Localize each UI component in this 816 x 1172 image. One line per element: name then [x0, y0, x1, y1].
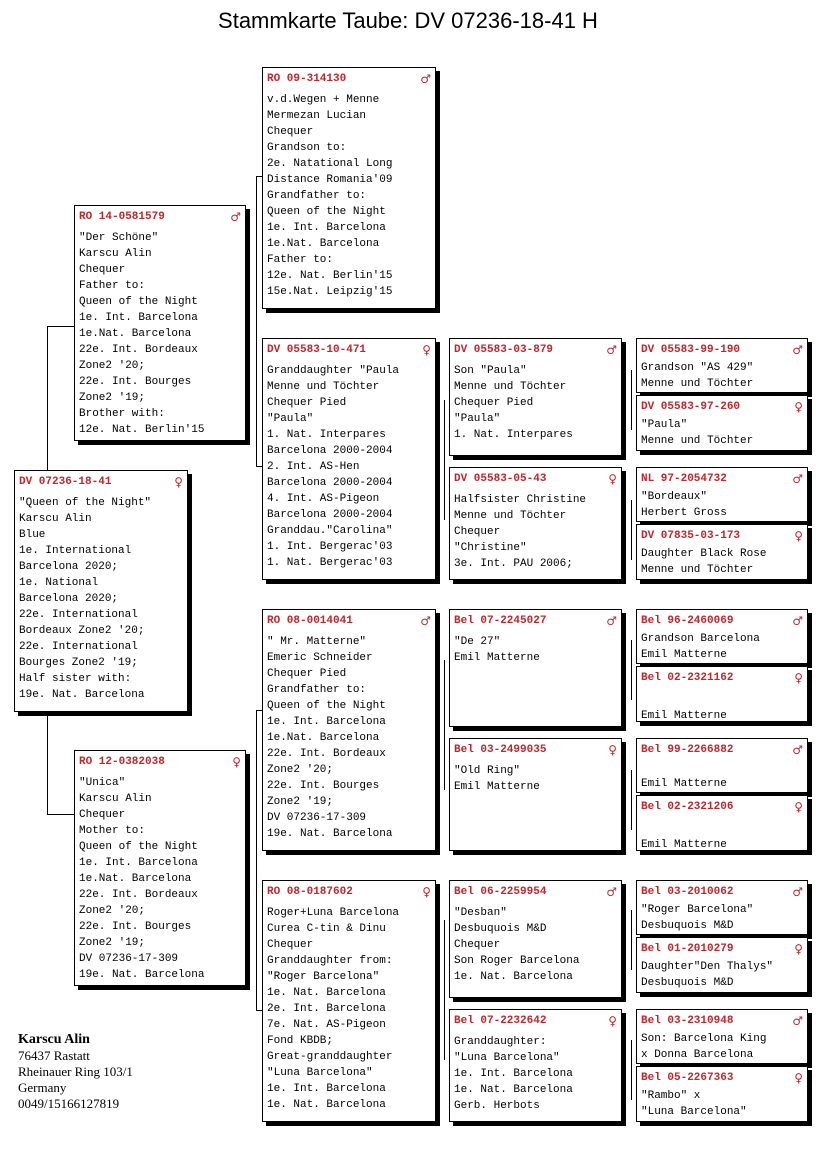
ring-number: Bel 96-2460069 — [641, 615, 734, 627]
female-icon: ♀ — [422, 343, 431, 357]
card-line: Desbuquois M&D — [641, 977, 734, 989]
connector-line — [631, 1040, 632, 1100]
card-body — [267, 905, 431, 1113]
card-line: Halfsister Christine — [454, 494, 587, 506]
card-line: 15e.Nat. Leipzig'15 — [267, 286, 393, 298]
card-line: 2. Int. AS-Hen — [267, 461, 360, 473]
male-icon: ♂ — [606, 614, 617, 628]
ring-number: Bel 01-2010279 — [641, 943, 734, 955]
card-line: 12e. Nat. Berlin'15 — [267, 270, 393, 282]
card-line: Granddau."Carolina" — [267, 525, 393, 537]
card-line: Mother to: — [79, 825, 146, 837]
connector-line — [256, 710, 257, 1010]
card-line: Queen of the Night — [79, 296, 198, 308]
card-line: "Christine" — [454, 542, 527, 554]
male-icon: ♂ — [792, 614, 803, 628]
card-line: 1e.Nat. Barcelona — [79, 328, 192, 340]
card-line: Half sister with: — [19, 673, 132, 685]
owner-street: Rheinauer Ring 103/1 — [18, 1064, 133, 1079]
card-line: 1. Nat. Interpares — [454, 429, 573, 441]
card-line: Chequer Pied — [267, 668, 347, 680]
card-line: Chequer — [79, 809, 126, 821]
connector-line — [444, 400, 445, 520]
card-line — [641, 686, 803, 698]
ring-number: RO 14-0581579 — [79, 211, 165, 223]
pedigree-card-mother — [74, 750, 246, 986]
pedigree-card-gen3 — [449, 609, 622, 727]
owner-country: Germany — [18, 1080, 67, 1095]
pedigree-card-gen3 — [449, 880, 622, 998]
connector-line — [47, 326, 75, 327]
card-line: Karscu Alin — [79, 248, 152, 260]
female-icon: ♀ — [794, 800, 803, 814]
card-line: Son Roger Barcelona — [454, 955, 580, 967]
card-line: 1e.Nat. Barcelona — [267, 732, 380, 744]
card-line: Menne und Töchter — [454, 381, 567, 393]
card-line: Son "Paula" — [454, 365, 527, 377]
card-line: 1e. Nat. Barcelona — [267, 1099, 386, 1111]
female-icon: ♀ — [608, 472, 617, 486]
card-line: 22e. Int. Bourges — [267, 780, 380, 792]
card-line: "Paula" — [454, 413, 501, 425]
card-line: 22e. International — [19, 641, 138, 653]
card-line: Father to: — [79, 280, 146, 292]
pedigree-card-gen4 — [636, 1066, 808, 1122]
card-line: Bordeaux Zone2 '20; — [19, 625, 145, 637]
male-icon: ♂ — [792, 343, 803, 357]
card-line: "Bordeaux" — [641, 491, 708, 503]
ring-number: Bel 03-2010062 — [641, 886, 734, 898]
card-line: Daughter"Den Thalys" — [641, 961, 774, 973]
card-body — [79, 775, 241, 983]
card-line: "Paula" — [267, 413, 314, 425]
owner-address — [18, 1032, 133, 1112]
male-icon: ♂ — [792, 885, 803, 899]
owner-city: 76437 Rastatt — [18, 1048, 90, 1063]
card-line: 1e. Nat. Barcelona — [454, 971, 573, 983]
card-line: Emil Matterne — [641, 710, 727, 722]
pedigree-card-gen3 — [449, 738, 622, 851]
card-line: Zone2 '19; — [79, 937, 146, 949]
card-line: Grandfather to: — [267, 684, 367, 696]
card-line: Emil Matterne — [641, 649, 727, 661]
card-line: Desbuquois M&D — [641, 920, 734, 932]
female-icon: ♀ — [232, 755, 241, 769]
card-body — [641, 631, 803, 663]
female-icon: ♀ — [794, 671, 803, 685]
female-icon: ♀ — [794, 1071, 803, 1085]
card-line: Granddaughter: — [454, 1036, 547, 1048]
card-line: 22e. Int. Bourges — [79, 921, 192, 933]
card-line: Chequer — [267, 126, 314, 138]
card-body — [454, 763, 617, 795]
card-body — [641, 815, 803, 851]
card-line: 22e. Int. Bourges — [79, 376, 192, 388]
card-line: Chequer — [454, 939, 501, 951]
card-line: 19e. Nat. Barcelona — [267, 828, 393, 840]
female-icon: ♀ — [174, 475, 183, 489]
ring-number: DV 05583-05-43 — [454, 473, 547, 485]
card-line: 1e. Int. Barcelona — [267, 1083, 386, 1095]
pedigree-card-gen4 — [636, 609, 808, 664]
card-line: Son: Barcelona King — [641, 1033, 767, 1045]
male-icon: ♂ — [420, 72, 431, 86]
male-icon: ♂ — [230, 210, 241, 224]
pedigree-card-gen3 — [449, 1009, 622, 1122]
card-line: Emil Matterne — [641, 778, 727, 790]
connector-line — [631, 640, 632, 700]
pedigree-card-gen4 — [636, 937, 808, 993]
card-line: "Luna Barcelona" — [267, 1067, 373, 1079]
card-line: Emil Matterne — [454, 652, 540, 664]
owner-phone: 0049/15166127819 — [18, 1096, 120, 1111]
pedigree-card-gen4 — [636, 524, 808, 580]
connector-line — [631, 770, 632, 830]
connector-line — [444, 920, 445, 1060]
card-line: "De 27" — [454, 636, 501, 648]
card-line: v.d.Wegen + Menne — [267, 94, 380, 106]
card-line: 1. Nat. Bergerac'03 — [267, 557, 393, 569]
card-line: Queen of the Night — [79, 841, 198, 853]
card-body — [267, 634, 431, 842]
pedigree-card-gen3 — [449, 338, 622, 456]
connector-line — [631, 370, 632, 430]
ring-number: Bel 07-2232642 — [454, 1015, 547, 1027]
card-body — [454, 363, 617, 443]
connector-line — [47, 814, 75, 815]
card-body — [641, 686, 803, 722]
card-line: Grandson to: — [267, 142, 347, 154]
card-line: "Luna Barcelona" — [641, 1106, 747, 1118]
card-line: 1e. Int. Barcelona — [79, 857, 198, 869]
ring-number: Bel 02-2321162 — [641, 672, 734, 684]
ring-number: DV 05583-97-260 — [641, 401, 741, 413]
card-body — [641, 360, 803, 392]
card-line: DV 07236-17-309 — [79, 953, 179, 965]
card-body — [454, 492, 617, 572]
card-line: " Mr. Matterne" — [267, 636, 367, 648]
card-line: "Rambo" x — [641, 1090, 701, 1102]
card-line: 1e. Int. Barcelona — [267, 222, 386, 234]
card-line: "Der Schöne" — [79, 232, 159, 244]
ring-number: RO 08-0187602 — [267, 886, 353, 898]
card-line: Grandson Barcelona — [641, 633, 760, 645]
card-body — [641, 417, 803, 449]
card-line: Great-granddaughter — [267, 1051, 393, 1063]
card-line: Barcelona 2000-2004 — [267, 509, 393, 521]
card-line: Queen of the Night — [267, 206, 386, 218]
card-body — [267, 92, 431, 300]
ring-number: Bel 99-2266882 — [641, 744, 734, 756]
card-line: Zone2 '20; — [79, 905, 146, 917]
card-line: Grandson "AS 429" — [641, 362, 754, 374]
card-line: Chequer Pied — [267, 397, 347, 409]
card-body — [641, 959, 803, 991]
ring-number: Bel 03-2310948 — [641, 1015, 734, 1027]
card-line: 22e. International — [19, 609, 138, 621]
card-body — [454, 634, 617, 666]
card-line: Blue — [19, 529, 46, 541]
card-line: 1. Nat. Interpares — [267, 429, 386, 441]
card-line: 1e. National — [19, 577, 99, 589]
card-line: 1e. Nat. Barcelona — [454, 1084, 573, 1096]
ring-number: DV 05583-99-190 — [641, 344, 741, 356]
card-line: Barcelona 2000-2004 — [267, 477, 393, 489]
pedigree-card-gen4 — [636, 666, 808, 722]
female-icon: ♀ — [608, 743, 617, 757]
owner-name: Karscu Alin — [18, 1032, 90, 1047]
ring-number: RO 12-0382038 — [79, 756, 165, 768]
card-line: "Roger Barcelona" — [641, 904, 754, 916]
male-icon: ♂ — [792, 472, 803, 486]
ring-number: Bel 06-2259954 — [454, 886, 547, 898]
card-line: 2e. Natational Long — [267, 158, 393, 170]
pedigree-card-grandmother-paternal — [262, 338, 436, 580]
pedigree-card-gen3 — [449, 467, 622, 580]
card-body — [641, 760, 803, 792]
ring-number: DV 05583-03-879 — [454, 344, 554, 356]
card-line — [641, 698, 803, 710]
card-line: 1e. Int. Barcelona — [79, 312, 198, 324]
ring-number: DV 07835-03-173 — [641, 530, 741, 542]
card-line — [641, 760, 803, 776]
pedigree-card-grandmother-maternal — [262, 880, 436, 1122]
connector-line — [256, 176, 257, 466]
card-line: Father to: — [267, 254, 334, 266]
pedigree-card-gen4 — [636, 880, 808, 935]
card-line: Granddaughter "Paula — [267, 365, 400, 377]
male-icon: ♂ — [792, 1014, 803, 1028]
card-line: Chequer — [267, 939, 314, 951]
male-icon: ♂ — [420, 614, 431, 628]
pedigree-card-grandfather-paternal — [262, 67, 436, 309]
ring-number: DV 05583-10-471 — [267, 344, 367, 356]
card-line: Menne und Töchter — [454, 510, 567, 522]
card-line: Barcelona 2020; — [19, 561, 119, 573]
card-body — [641, 489, 803, 521]
card-line: x Donna Barcelona — [641, 1049, 754, 1061]
card-line: 1e. Nat. Barcelona — [267, 987, 386, 999]
card-line: 22e. Int. Bordeaux — [79, 889, 198, 901]
card-line: 7e. Nat. AS-Pigeon — [267, 1019, 386, 1031]
connector-line — [47, 714, 48, 814]
card-line: Menne und Töchter — [641, 378, 754, 390]
card-line: Menne und Töchter — [267, 381, 380, 393]
card-line: 4. Int. AS-Pigeon — [267, 493, 380, 505]
card-body — [641, 546, 803, 578]
card-line: "Roger Barcelona" — [267, 971, 380, 983]
card-line: Karscu Alin — [19, 513, 92, 525]
card-line: Chequer — [454, 526, 501, 538]
pedigree-card-gen4 — [636, 738, 808, 793]
card-line: "Luna Barcelona" — [454, 1052, 560, 1064]
card-line: 22e. Int. Bordeaux — [79, 344, 198, 356]
card-line: Granddaughter from: — [267, 955, 393, 967]
card-line: 19e. Nat. Barcelona — [79, 969, 205, 981]
card-line: "Paula" — [641, 419, 688, 431]
card-line: 1e. Int. Barcelona — [267, 716, 386, 728]
card-line: Mermezan Lucian — [267, 110, 367, 122]
connector-line — [47, 326, 48, 472]
card-line: 19e. Nat. Barcelona — [19, 689, 145, 701]
card-line: DV 07236-17-309 — [267, 812, 367, 824]
male-icon: ♂ — [606, 885, 617, 899]
card-line: Zone2 '20; — [267, 764, 334, 776]
card-body — [19, 495, 183, 703]
card-body — [454, 1034, 617, 1114]
card-line: 1e.Nat. Barcelona — [79, 873, 192, 885]
card-line: Fond KBDB; — [267, 1035, 334, 1047]
male-icon: ♂ — [606, 343, 617, 357]
female-icon: ♀ — [794, 942, 803, 956]
card-line: Brother with: — [79, 408, 165, 420]
card-line: Chequer — [79, 264, 126, 276]
card-line: Barcelona 2020; — [19, 593, 119, 605]
connector-line — [444, 660, 445, 790]
card-line: Roger+Luna Barcelona — [267, 907, 400, 919]
card-line: Emil Matterne — [641, 839, 727, 851]
card-line: "Unica" — [79, 777, 126, 789]
card-line: Bourges Zone2 '19; — [19, 657, 138, 669]
female-icon: ♀ — [422, 885, 431, 899]
card-line: Curea C-tin & Dinu — [267, 923, 386, 935]
female-icon: ♀ — [794, 400, 803, 414]
ring-number: NL 97-2054732 — [641, 473, 727, 485]
card-line: Daughter Black Rose — [641, 548, 767, 560]
male-icon: ♂ — [792, 743, 803, 757]
card-body — [454, 905, 617, 985]
female-icon: ♀ — [608, 1014, 617, 1028]
card-body — [641, 1031, 803, 1063]
card-line: "Desban" — [454, 907, 507, 919]
card-line: Desbuquois M&D — [454, 923, 547, 935]
connector-line — [631, 500, 632, 560]
pedigree-card-gen4 — [636, 395, 808, 451]
card-body — [641, 1088, 803, 1120]
ring-number: Bel 05-2267363 — [641, 1072, 734, 1084]
card-line: 1e. Int. Barcelona — [454, 1068, 573, 1080]
card-body — [267, 363, 431, 571]
card-line: Zone2 '20; — [79, 360, 146, 372]
card-line: 12e. Nat. Berlin'15 — [79, 424, 205, 436]
ring-number: RO 08-0014041 — [267, 615, 353, 627]
ring-number: Bel 03-2499035 — [454, 744, 547, 756]
card-line: Emil Matterne — [454, 781, 540, 793]
pedigree-card-father — [74, 205, 246, 441]
card-line: Emeric Schneider — [267, 652, 373, 664]
card-line: Menne und Töchter — [641, 435, 754, 447]
page-title: Stammkarte Taube: DV 07236-18-41 H — [218, 8, 598, 33]
ring-number: RO 09-314130 — [267, 73, 347, 85]
card-line: Chequer Pied — [454, 397, 534, 409]
female-icon: ♀ — [794, 529, 803, 543]
card-line: "Queen of the Night" — [19, 497, 152, 509]
ring-number: Bel 02-2321206 — [641, 801, 734, 813]
card-line: Zone2 '19; — [267, 796, 334, 808]
card-line: Menne und Töchter — [641, 564, 754, 576]
card-line: Distance Romania'09 — [267, 174, 393, 186]
card-line: 1. Int. Bergerac'03 — [267, 541, 393, 553]
card-line: Zone2 '19; — [79, 392, 146, 404]
card-line: Herbert Gross — [641, 507, 727, 519]
card-body — [79, 230, 241, 438]
pedigree-card-main — [14, 470, 188, 712]
pedigree-card-gen4 — [636, 795, 808, 851]
card-line: 2e. Int. Barcelona — [267, 1003, 386, 1015]
card-line: 22e. Int. Bordeaux — [267, 748, 386, 760]
card-line: Barcelona 2000-2004 — [267, 445, 393, 457]
card-line — [641, 827, 803, 839]
card-line: 1e. International — [19, 545, 132, 557]
card-line — [641, 815, 803, 827]
card-line: Grandfather to: — [267, 190, 367, 202]
card-line: Queen of the Night — [267, 700, 386, 712]
pedigree-card-gen4 — [636, 338, 808, 393]
card-body — [641, 902, 803, 934]
pedigree-card-gen4 — [636, 467, 808, 522]
card-line: Gerb. Herbots — [454, 1100, 540, 1112]
pedigree-card-gen4 — [636, 1009, 808, 1064]
pedigree-card-grandfather-maternal — [262, 609, 436, 851]
ring-number: Bel 07-2245027 — [454, 615, 547, 627]
card-line: "Old Ring" — [454, 765, 521, 777]
card-line: 3e. Int. PAU 2006; — [454, 558, 573, 570]
ring-number: DV 07236-18-41 — [19, 476, 112, 488]
card-line: 1e.Nat. Barcelona — [267, 238, 380, 250]
connector-line — [631, 910, 632, 970]
card-line: Karscu Alin — [79, 793, 152, 805]
